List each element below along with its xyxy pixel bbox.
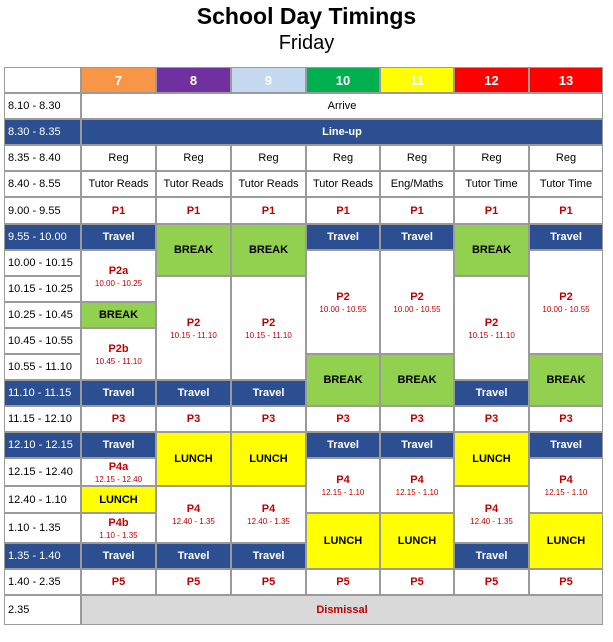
time-cell: 12.10 - 12.15 bbox=[4, 432, 81, 458]
p1-cell: P1 bbox=[81, 197, 156, 224]
period-time: 12.15 - 12.40 bbox=[94, 474, 143, 484]
tutor-time-cell: Tutor Time bbox=[529, 171, 603, 197]
period-time: 12.40 - 1.35 bbox=[470, 517, 513, 526]
break-cell: BREAK bbox=[454, 224, 529, 276]
travel-cell: Travel bbox=[81, 380, 156, 406]
p5-cell: P5 bbox=[454, 569, 529, 595]
lunch-cell: LUNCH bbox=[529, 513, 603, 569]
lunch-cell: LUNCH bbox=[156, 432, 231, 486]
p4-cell bbox=[454, 486, 529, 543]
travel-cell: Travel bbox=[529, 432, 603, 458]
time-cell: 11.10 - 11.15 bbox=[4, 380, 81, 406]
tutor-reads-cell: Tutor Reads bbox=[81, 171, 156, 197]
p3-cell: P3 bbox=[156, 406, 231, 432]
p1-cell: P1 bbox=[156, 197, 231, 224]
p5-cell: P5 bbox=[306, 569, 380, 595]
period-label: P4 bbox=[559, 474, 573, 486]
travel-cell: Travel bbox=[156, 543, 231, 569]
period-label: P2 bbox=[484, 316, 499, 329]
period-label: P4 bbox=[336, 474, 350, 486]
reg-cell: Reg bbox=[529, 145, 603, 171]
tutor-reads-cell: Tutor Reads bbox=[231, 171, 306, 197]
break-cell: BREAK bbox=[306, 354, 380, 406]
year-header-7: 7 bbox=[81, 67, 156, 93]
p4-cell bbox=[380, 458, 454, 513]
year-header-12: 12 bbox=[454, 67, 529, 93]
time-cell: 10.00 - 10.15 bbox=[4, 250, 81, 276]
p1-cell: P1 bbox=[231, 197, 306, 224]
period-time: 10.15 - 11.10 bbox=[245, 330, 292, 340]
period-label: P2 bbox=[336, 290, 350, 303]
corner-cell bbox=[4, 67, 81, 93]
time-cell: 12.15 - 12.40 bbox=[4, 458, 81, 486]
travel-cell: Travel bbox=[231, 380, 306, 406]
travel-cell: Travel bbox=[156, 380, 231, 406]
year-header-13: 13 bbox=[529, 67, 603, 93]
period-time: 10.00 - 10.55 bbox=[319, 304, 367, 314]
travel-cell: Travel bbox=[81, 543, 156, 569]
p5-cell: P5 bbox=[81, 569, 156, 595]
break-cell: BREAK bbox=[156, 224, 231, 276]
reg-cell: Reg bbox=[380, 145, 454, 171]
period-label: P4 bbox=[410, 474, 424, 486]
reg-cell: Reg bbox=[81, 145, 156, 171]
time-cell: 9.00 - 9.55 bbox=[4, 197, 81, 224]
period-label: P4 bbox=[484, 503, 499, 515]
period-time: 12.40 - 1.35 bbox=[172, 517, 215, 526]
period-time: 1.10 - 1.35 bbox=[99, 530, 138, 540]
lunch-cell: LUNCH bbox=[306, 513, 380, 569]
p2-cell bbox=[156, 276, 231, 380]
p1-cell: P1 bbox=[306, 197, 380, 224]
period-label: P2b bbox=[108, 342, 129, 355]
period-label: P2a bbox=[108, 264, 129, 277]
year-header-9: 9 bbox=[231, 67, 306, 93]
tutor-time-cell: Tutor Time bbox=[454, 171, 529, 197]
p2-cell bbox=[380, 250, 454, 354]
period-label: P2 bbox=[559, 290, 573, 303]
p2-cell bbox=[231, 276, 306, 380]
period-label: P2 bbox=[186, 316, 201, 329]
page-subtitle: Friday bbox=[278, 32, 335, 54]
time-cell: 1.40 - 2.35 bbox=[4, 569, 81, 595]
tutor-reads-cell: Tutor Reads bbox=[156, 171, 231, 197]
time-cell: 1.10 - 1.35 bbox=[4, 513, 81, 543]
p3-cell: P3 bbox=[454, 406, 529, 432]
break-cell: BREAK bbox=[529, 354, 603, 406]
travel-cell: Travel bbox=[231, 543, 306, 569]
p4-cell bbox=[231, 486, 306, 543]
period-time: 12.15 - 1.10 bbox=[321, 488, 365, 497]
time-cell: 10.25 - 10.45 bbox=[4, 302, 81, 328]
period-label: P4a bbox=[108, 460, 129, 473]
year-header-10: 10 bbox=[306, 67, 380, 93]
time-cell: 2.35 bbox=[4, 595, 81, 625]
period-time: 12.40 - 1.35 bbox=[247, 517, 290, 526]
travel-cell: Travel bbox=[380, 432, 454, 458]
period-label: P4 bbox=[186, 503, 201, 515]
reg-cell: Reg bbox=[156, 145, 231, 171]
period-time: 10.15 - 11.10 bbox=[468, 330, 515, 340]
period-label: P4 bbox=[261, 503, 276, 515]
p2-cell bbox=[454, 276, 529, 380]
page-title: School Day Timings bbox=[196, 3, 417, 29]
period-time: 12.15 - 1.10 bbox=[544, 488, 588, 497]
travel-cell: Travel bbox=[454, 380, 529, 406]
p2-cell bbox=[529, 250, 603, 354]
time-cell: 9.55 - 10.00 bbox=[4, 224, 81, 250]
arrive-cell: Arrive bbox=[81, 93, 603, 119]
period-time: 10.15 - 11.10 bbox=[170, 330, 217, 340]
time-cell: 1.35 - 1.40 bbox=[4, 543, 81, 569]
reg-cell: Reg bbox=[231, 145, 306, 171]
travel-cell: Travel bbox=[380, 224, 454, 250]
break-cell: BREAK bbox=[231, 224, 306, 276]
time-cell: 8.35 - 8.40 bbox=[4, 145, 81, 171]
lunch-cell: LUNCH bbox=[81, 486, 156, 513]
p5-cell: P5 bbox=[529, 569, 603, 595]
eng-maths-cell: Eng/Maths bbox=[380, 171, 454, 197]
p5-cell: P5 bbox=[231, 569, 306, 595]
period-label: P4b bbox=[108, 516, 129, 529]
lunch-cell: LUNCH bbox=[231, 432, 306, 486]
period-time: 10.45 - 11.10 bbox=[95, 356, 142, 366]
year-header-8: 8 bbox=[156, 67, 231, 93]
time-cell: 10.55 - 11.10 bbox=[4, 354, 81, 380]
period-time: 10.00 - 10.25 bbox=[94, 278, 143, 288]
p2-cell bbox=[306, 250, 380, 354]
time-cell: 8.10 - 8.30 bbox=[4, 93, 81, 119]
year-header-11: 11 bbox=[380, 67, 454, 93]
travel-cell: Travel bbox=[529, 224, 603, 250]
tutor-reads-cell: Tutor Reads bbox=[306, 171, 380, 197]
time-cell: 11.15 - 12.10 bbox=[4, 406, 81, 432]
travel-cell: Travel bbox=[81, 432, 156, 458]
period-time: 10.00 - 10.55 bbox=[542, 304, 590, 314]
p1-cell: P1 bbox=[529, 197, 603, 224]
p3-cell: P3 bbox=[380, 406, 454, 432]
p3-cell: P3 bbox=[306, 406, 380, 432]
period-time: 10.00 - 10.55 bbox=[393, 304, 441, 314]
time-cell: 8.30 - 8.35 bbox=[4, 119, 81, 145]
travel-cell: Travel bbox=[454, 543, 529, 569]
time-cell: 10.15 - 10.25 bbox=[4, 276, 81, 302]
p2b-cell bbox=[81, 328, 156, 380]
travel-cell: Travel bbox=[306, 224, 380, 250]
lunch-cell: LUNCH bbox=[380, 513, 454, 569]
p3-cell: P3 bbox=[529, 406, 603, 432]
lunch-cell: LUNCH bbox=[454, 432, 529, 486]
travel-cell: Travel bbox=[306, 432, 380, 458]
p4-cell bbox=[529, 458, 603, 513]
travel-cell: Travel bbox=[81, 224, 156, 250]
p1-cell: P1 bbox=[454, 197, 529, 224]
time-cell: 10.45 - 10.55 bbox=[4, 328, 81, 354]
p3-cell: P3 bbox=[231, 406, 306, 432]
p2a-cell bbox=[81, 250, 156, 302]
break-cell: BREAK bbox=[81, 302, 156, 328]
p3-cell: P3 bbox=[81, 406, 156, 432]
reg-cell: Reg bbox=[454, 145, 529, 171]
p5-cell: P5 bbox=[380, 569, 454, 595]
time-cell: 8.40 - 8.55 bbox=[4, 171, 81, 197]
break-cell: BREAK bbox=[380, 354, 454, 406]
dismissal-cell: Dismissal bbox=[81, 595, 603, 625]
p4b-cell bbox=[81, 513, 156, 543]
reg-cell: Reg bbox=[306, 145, 380, 171]
lineup-cell: Line-up bbox=[81, 119, 603, 145]
period-label: P2 bbox=[261, 316, 276, 329]
p4-cell bbox=[306, 458, 380, 513]
p4-cell bbox=[156, 486, 231, 543]
time-cell: 12.40 - 1.10 bbox=[4, 486, 81, 513]
p1-cell: P1 bbox=[380, 197, 454, 224]
p5-cell: P5 bbox=[156, 569, 231, 595]
period-time: 12.15 - 1.10 bbox=[395, 488, 439, 497]
p4a-cell bbox=[81, 458, 156, 486]
period-label: P2 bbox=[410, 290, 424, 303]
